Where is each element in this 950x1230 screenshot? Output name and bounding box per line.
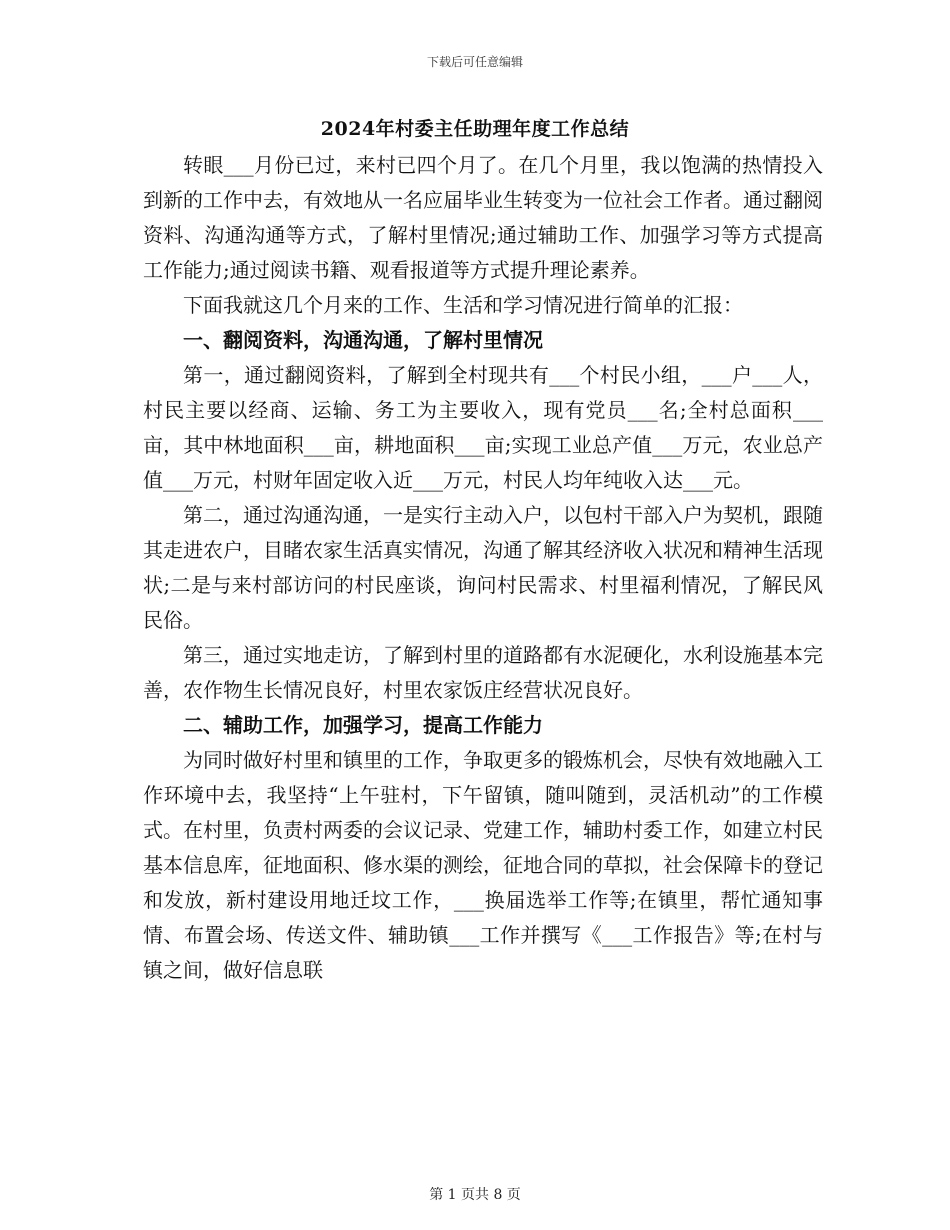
paragraph-report-lead: 下面我就这几个月来的工作、生活和学习情况进行简单的汇报： — [183, 293, 743, 317]
paragraph-first: 第一，通过翻阅资料，了解到全村现共有___个村民小组，___户___人，村民主要以经商、运输、务工为主要收入，现有党员___名;全村总面积___亩，其中林地面积___亩，耕地面积___亩;实现工业总产值___万元，农业总产值___万元，村财年固定收入近___万元，村民人均年纯收入达___元。 — [143, 363, 823, 492]
paragraph-work-mode: 为同时做好村里和镇里的工作，争取更多的锻炼机会，尽快有效地融入工作环境中去，我坚持“上午驻村，下午留镇，随叫随到，灵活机动”的工作模式。在村里，负责村两委的会议记录、党建工作，辅助村委工作，如建立村民基本信息库，征地面积、修水渠的测绘，征地合同的草拟，社会保障卡的登记和发放，新村建设用地迁坟工作，___换届选举工作等;在镇里，帮忙通知事情、布置会场、传送文件、辅助镇___工作并撰写《___工作报告》等;在村与镇之间，做好信息联 — [143, 748, 823, 982]
paragraph-intro: 转眼___月份已过，来村已四个月了。在几个月里，我以饱满的热情投入到新的工作中去，有效地从一名应届毕业生转变为一位社会工作者。通过翻阅资料、沟通沟通等方式，了解村里情况;通过辅助工作、加强学习等方式提高工作能力;通过阅读书籍、观看报道等方式提升理论素养。 — [143, 153, 823, 282]
paragraph-second: 第二，通过沟通沟通，一是实行主动入户，以包村干部入户为契机，跟随其走进农户，目睹农家生活真实情况，沟通了解其经济收入状况和精神生活现状;二是与来村部访问的村民座谈，询问村民需求、村里福利情况，了解民风民俗。 — [143, 503, 823, 632]
section-heading-1: 一、翻阅资料，沟通沟通，了解村里情况 — [183, 328, 543, 352]
section-heading-2: 二、辅助工作，加强学习，提高工作能力 — [183, 713, 543, 737]
document-title: 2024年村委主任助理年度工作总结 — [320, 118, 630, 140]
document-body — [143, 148, 823, 988]
page-footer: 第 1 页共 8 页 — [429, 1187, 521, 1203]
paragraph-third: 第三，通过实地走访，了解到村里的道路都有水泥硬化，水利设施基本完善，农作物生长情况良好，村里农家饭庄经营状况良好。 — [143, 643, 823, 702]
header-note: 下载后可任意编辑 — [426, 55, 523, 69]
